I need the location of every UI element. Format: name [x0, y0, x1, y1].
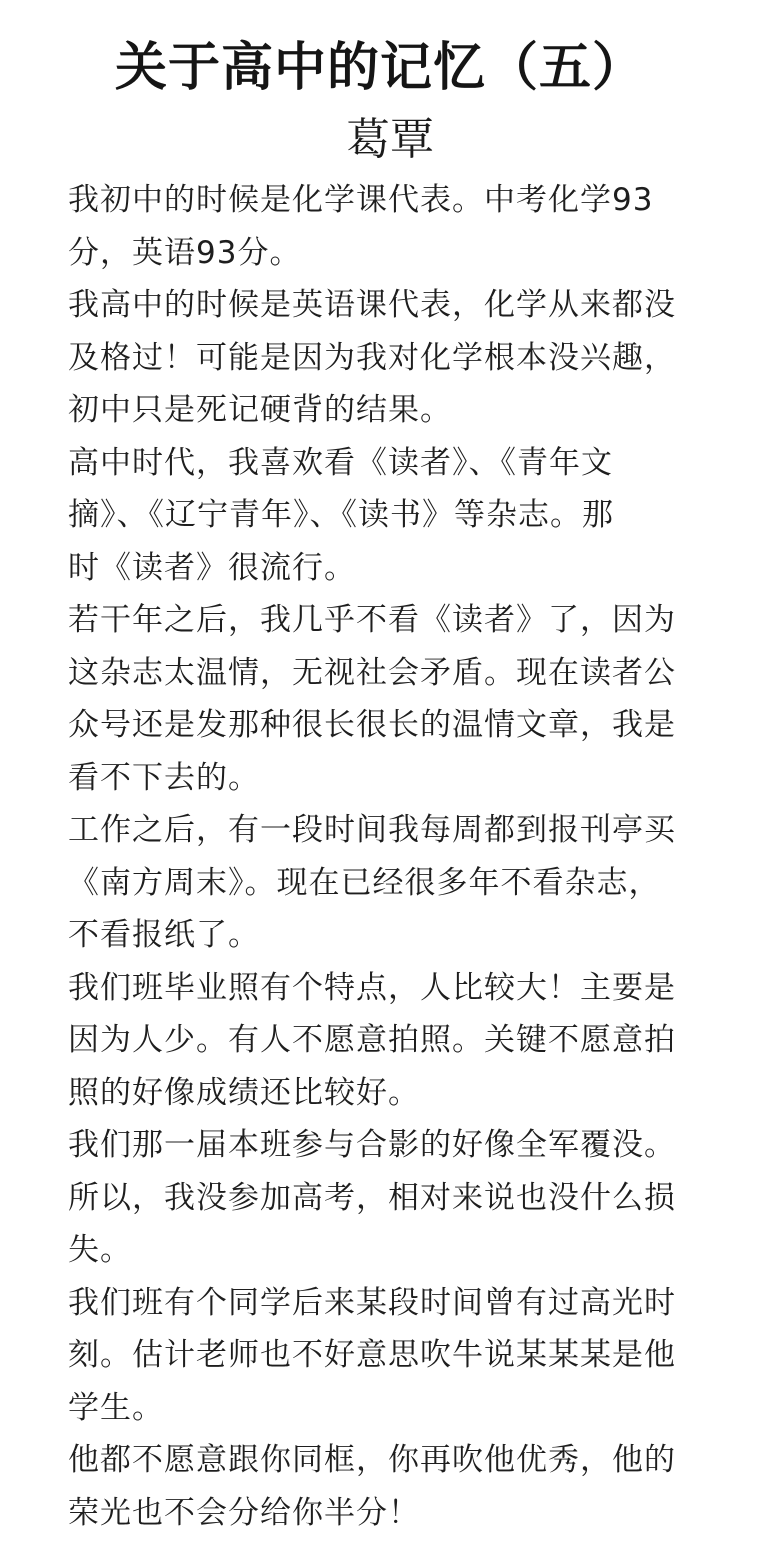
paragraph-line: 照的好像成绩还比较好。	[68, 1074, 420, 1111]
paragraph	[68, 804, 718, 962]
paragraph-line: 失。	[68, 1232, 132, 1268]
paragraph	[68, 437, 718, 595]
paragraph-line: 摘》、《辽宁青年》、《读书》等杂志。那	[68, 497, 614, 533]
paragraph	[68, 279, 718, 437]
paragraph-line: 众号还是发那种很长很长的温情文章，我是	[68, 707, 676, 743]
paragraph-line: 工作之后，有一段时间我每周都到报刊亭买	[68, 812, 676, 848]
paragraph-line: 《南方周末》。现在已经很多年不看杂志，	[68, 864, 661, 901]
paragraph-line: 他都不愿意跟你同框，你再吹他优秀，他的	[68, 1442, 676, 1478]
paragraph-line: 刻。估计老师也不好意思吹牛说某某某是他	[68, 1337, 676, 1373]
paragraph-line: 我们班有个同学后来某段时间曾有过高光时	[68, 1284, 676, 1321]
paragraph-line: 若干年之后，我几乎不看《读者》了，因为	[68, 602, 676, 638]
paragraph-line: 高中时代，我喜欢看《读者》、《青年文	[68, 444, 613, 481]
paragraph-line: 我们班毕业照有个特点，人比较大！主要是	[68, 969, 676, 1006]
paragraph-line: 时《读者》很流行。	[68, 549, 356, 586]
paragraph-line: 因为人少。有人不愿意拍照。关键不愿意拍	[68, 1022, 676, 1058]
article-title: 关于高中的记忆（五）	[114, 38, 645, 98]
paragraph	[68, 174, 718, 279]
paragraph	[68, 594, 718, 804]
paragraph-line: 看不下去的。	[68, 759, 260, 796]
paragraph-line: 我高中的时候是英语课代表，化学从来都没	[68, 287, 676, 323]
paragraph-line: 我初中的时候是化学课代表。中考化学93	[68, 182, 654, 218]
paragraph-line: 学生。	[68, 1389, 164, 1426]
paragraph	[68, 962, 718, 1120]
paragraph	[68, 1119, 718, 1277]
paragraph-line: 及格过！可能是因为我对化学根本没兴趣，	[68, 339, 676, 376]
paragraph-line: 所以，我没参加高考，相对来说也没什么损	[68, 1179, 676, 1216]
paragraph	[68, 1434, 718, 1539]
article-body	[68, 174, 718, 1539]
paragraph-line: 初中只是死记硬背的结果。	[68, 392, 452, 428]
paragraph	[68, 1277, 718, 1435]
paragraph-line: 荣光也不会分给你半分！	[68, 1494, 420, 1531]
paragraph-line: 我们那一届本班参与合影的好像全军覆没。	[68, 1127, 676, 1163]
paragraph-line: 这杂志太温情，无视社会矛盾。现在读者公	[68, 654, 676, 691]
paragraph-line: 不看报纸了。	[68, 917, 260, 953]
article-author: 葛覃	[346, 114, 434, 165]
paragraph-line: 分，英语93分。	[68, 234, 302, 271]
